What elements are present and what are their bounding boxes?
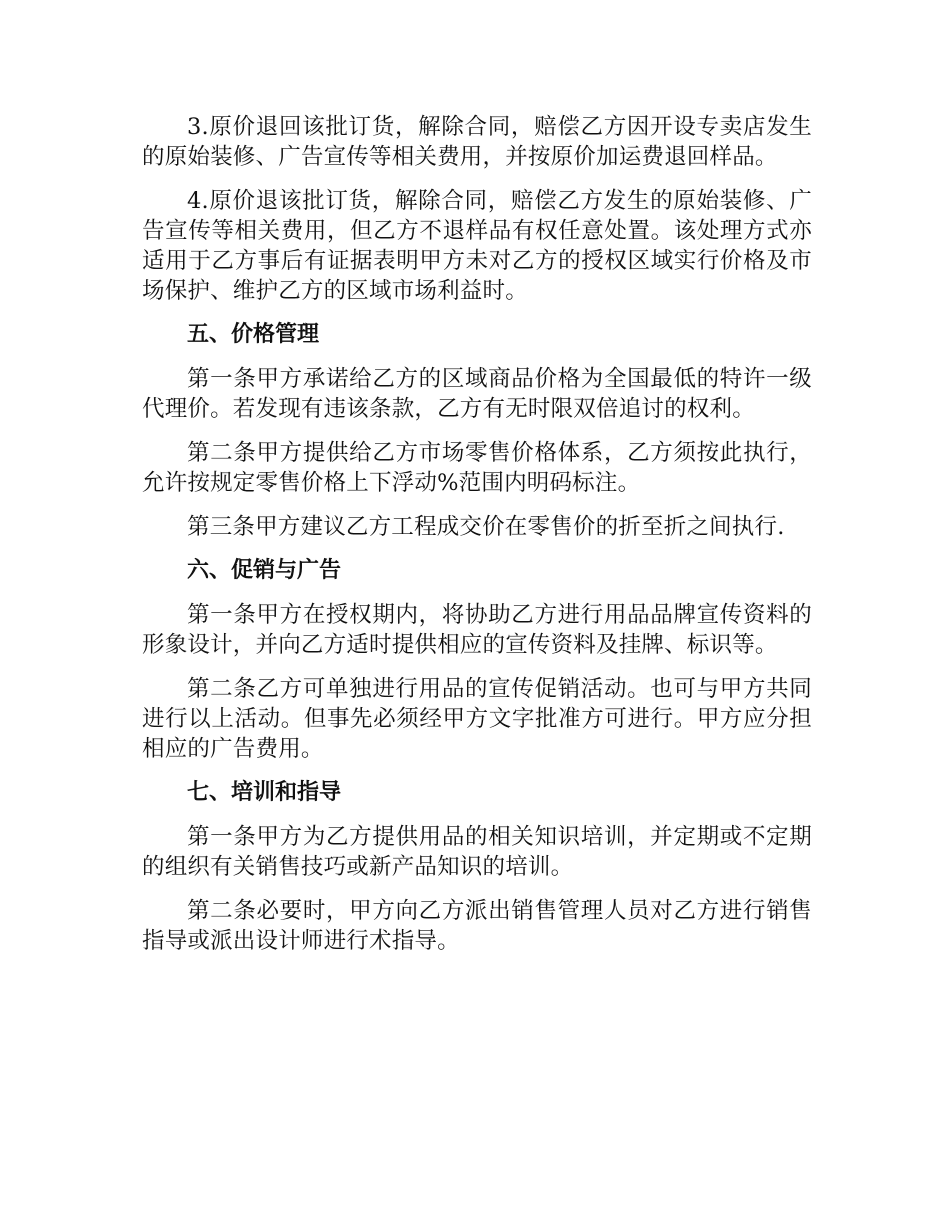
section-heading-price-management: 五、价格管理 xyxy=(187,322,320,347)
price-article-2: 第二条甲方提供给乙方市场零售价格体系，乙方须按此执行，允许按规定零售价格上下浮动%范围内明码标注。 xyxy=(142,440,812,496)
price-article-1: 第一条甲方承诺给乙方的区域商品价格为全国最低的特许一级代理价。若发现有违该条款，乙方有无时限双倍追讨的权利。 xyxy=(142,366,812,422)
training-article-1: 第一条甲方为乙方提供用品的相关知识培训，并定期或不定期的组织有关销售技巧或新产品知识的培训。 xyxy=(142,824,812,880)
price-article-3: 第三条甲方建议乙方工程成交价在零售价的折至折之间执行. xyxy=(187,514,785,540)
clause-3-refund-terminate-with-samples: 3.原价退回该批订货，解除合同，赔偿乙方因开设专卖店发生的原始装修、广告宣传等相关费用，并按原价加运费退回样品。 xyxy=(142,114,812,170)
promotion-article-2: 第二条乙方可单独进行用品的宣传促销活动。也可与甲方共同进行以上活动。但事先必须经甲方文字批准方可进行。甲方应分担相应的广告费用。 xyxy=(142,676,812,762)
clause-4-refund-terminate-keep-samples: 4.原价退该批订货，解除合同，赔偿乙方发生的原始装修、广告宣传等相关费用，但乙方不退样品有权任意处置。该处理方式亦适用于乙方事后有证据表明甲方未对乙方的授权区域实行价格及市场保护、维护乙方的区域市场利益时。 xyxy=(142,188,812,304)
section-heading-training-guidance: 七、培训和指导 xyxy=(187,780,342,805)
section-heading-promotion-advertising: 六、促销与广告 xyxy=(187,558,342,583)
document-body xyxy=(142,112,812,970)
promotion-article-1: 第一条甲方在授权期内，将协助乙方进行用品品牌宣传资料的形象设计，并向乙方适时提供相应的宣传资料及挂牌、标识等。 xyxy=(142,602,812,658)
training-article-2: 第二条必要时，甲方向乙方派出销售管理人员对乙方进行销售指导或派出设计师进行术指导。 xyxy=(142,898,812,954)
